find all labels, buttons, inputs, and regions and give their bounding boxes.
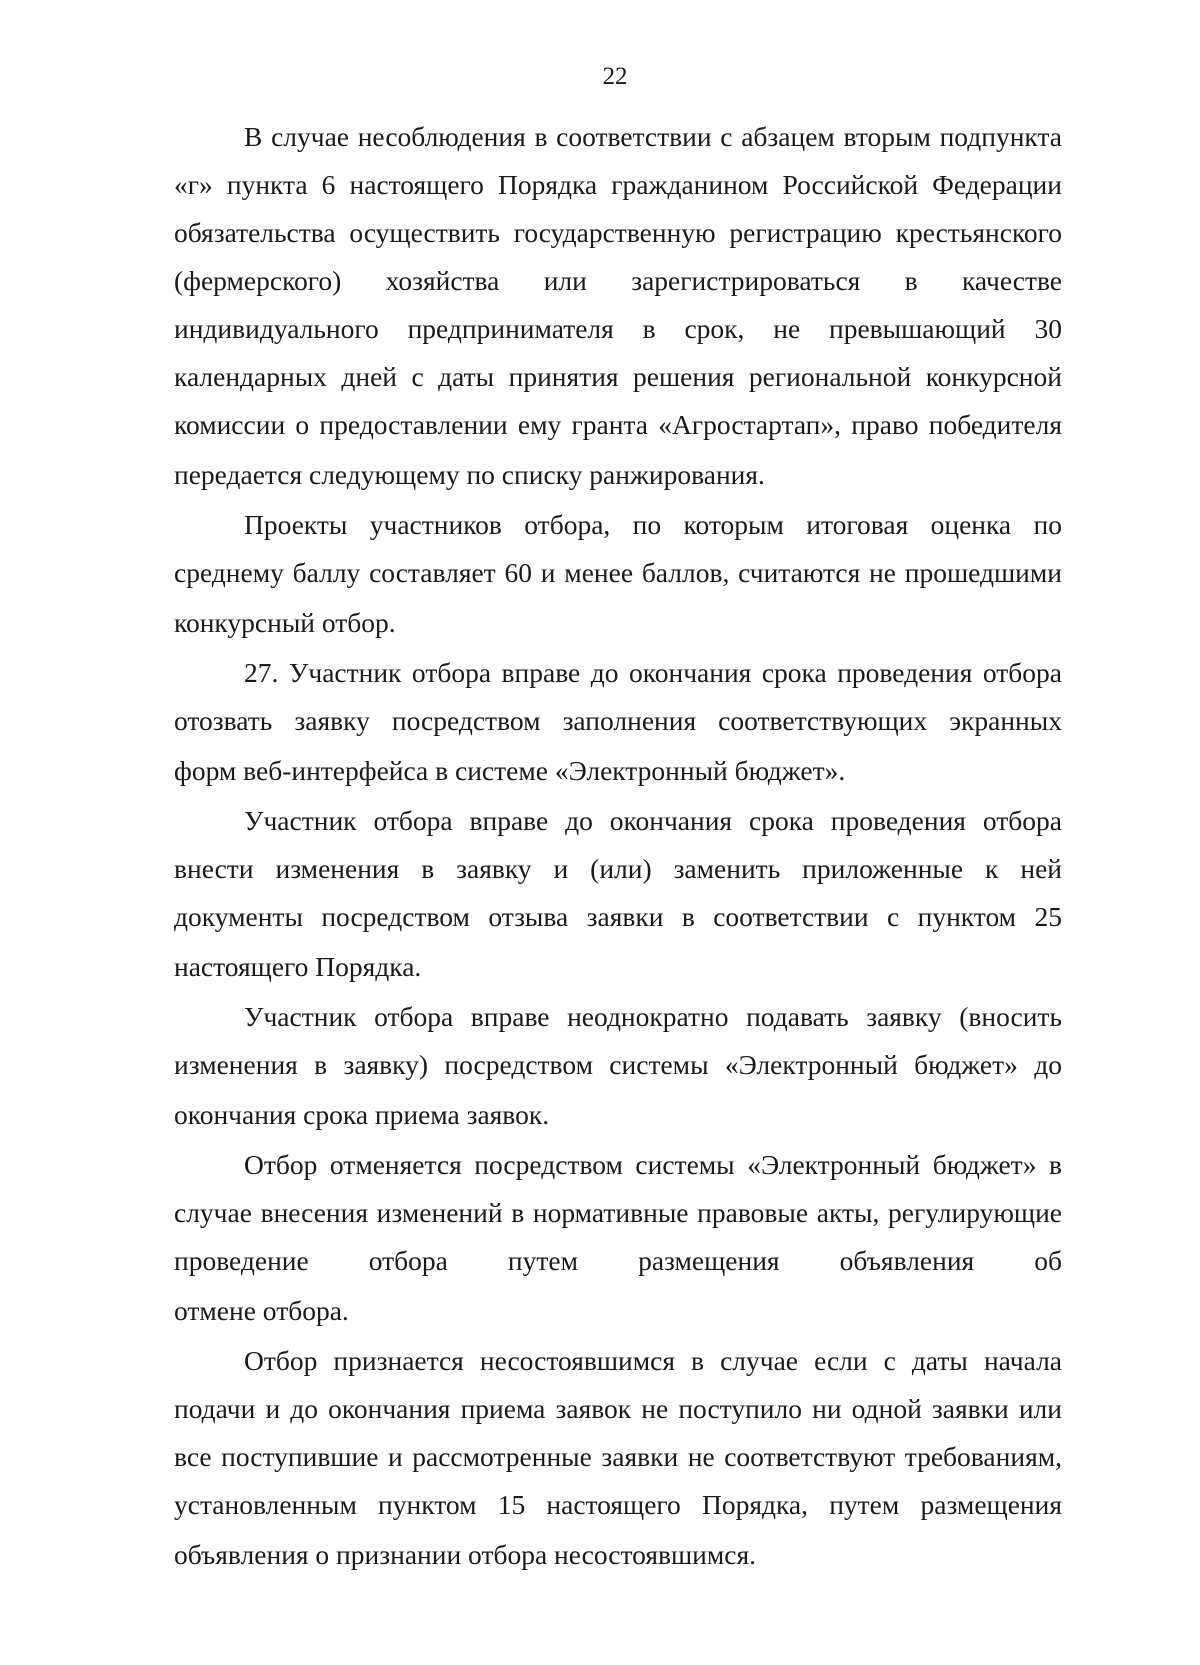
- paragraph-last-line: конкурсный отбор.: [174, 607, 396, 638]
- paragraph-text: Участник отбора вправе неоднократно подавать заявку (вносить изменения в заявку) посредством системы «Электронный бюджет» до: [174, 1001, 1062, 1080]
- paragraph-last-line: передается следующему по списку ранжирования.: [174, 459, 765, 490]
- paragraph-grant-obligation: [174, 113, 1062, 499]
- paragraph-repeated-submission: [174, 993, 1062, 1139]
- paragraph-projects-score: [174, 501, 1062, 647]
- paragraph-last-line: объявления о признании отбора несостоявшимся.: [174, 1539, 757, 1570]
- page-number: 22: [602, 63, 628, 90]
- document-body: [174, 113, 1062, 1581]
- paragraph-amend-application: [174, 797, 1062, 991]
- paragraph-text: Отбор отменяется посредством системы «Электронный бюджет» в случае внесения изменений в нормативные правовые акты, регулирующие проведение отбора путем размещения объявления об: [174, 1149, 1062, 1276]
- paragraph-text: В случае несоблюдения в соответствии с абзацем вторым подпункта «г» пункта 6 настоящего Порядка гражданином Российской Федерации обязательства осуществить государственную регистрацию крестьянского (фермерского) хозяйства или зарегистрироваться в качестве индивидуального предпринимателя в срок, не превышающий 30 календарных дней с даты принятия решения региональной конкурсной комиссии о предоставлении ему гранта «Агростартап», право победителя: [174, 121, 1062, 440]
- paragraph-selection-failed: [174, 1337, 1062, 1579]
- paragraph-last-line: отмене отбора.: [174, 1295, 349, 1326]
- paragraph-last-line: форм веб-интерфейса в системе «Электронный бюджет».: [174, 755, 846, 786]
- paragraph-selection-cancel: [174, 1141, 1062, 1335]
- paragraph-text: Отбор признается несостоявшимся в случае если с даты начала подачи и до окончания приема заявок не поступило ни одной заявки или все поступившие и рассмотренные заявки не соответствуют требованиям, установленным пунктом 15 настоящего Порядка, путем размещения: [174, 1345, 1062, 1520]
- paragraph-last-line: окончания срока приема заявок.: [174, 1099, 550, 1130]
- paragraph-text: 27. Участник отбора вправе до окончания срока проведения отбора отозвать заявку посредством заполнения соответствующих экранных: [174, 657, 1062, 736]
- paragraph-last-line: настоящего Порядка.: [174, 951, 422, 982]
- paragraph-item-27: [174, 649, 1062, 795]
- paragraph-text: Проекты участников отбора, по которым итоговая оценка по среднему баллу составляет 60 и менее баллов, считаются не прошедшими: [174, 509, 1062, 588]
- paragraph-text: Участник отбора вправе до окончания срока проведения отбора внести изменения в заявку и (или) заменить приложенные к ней документы посредством отзыва заявки в соответствии с пунктом 25: [174, 805, 1062, 932]
